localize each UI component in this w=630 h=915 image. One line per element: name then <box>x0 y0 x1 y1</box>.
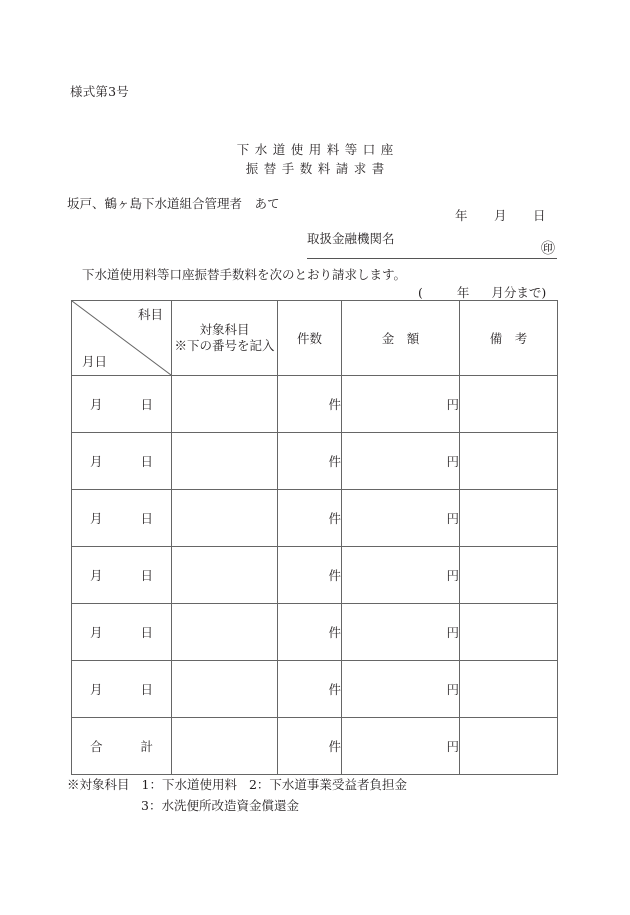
cell-count[interactable]: 件 <box>278 661 342 718</box>
header-cell-date-item <box>72 301 172 376</box>
cell-note[interactable] <box>460 433 558 490</box>
cell-date-day-label: 日 <box>140 625 154 640</box>
cell-date-month-label: 月 <box>89 682 103 697</box>
cell-date-month-label: 月 <box>89 511 103 526</box>
cell-date-day-label: 日 <box>140 568 154 583</box>
table-header-row <box>72 301 558 376</box>
issue-date-year-label: 年 <box>455 208 469 223</box>
bank-name-label: 取扱金融機関名 <box>307 231 395 246</box>
cell-date-month-label: 月 <box>89 568 103 583</box>
table-row <box>72 376 558 433</box>
cell-date-day-label: 日 <box>140 454 154 469</box>
cell-amount[interactable]: 円 <box>342 547 460 604</box>
issue-date-line <box>455 206 546 224</box>
cell-amount[interactable]: 円 <box>342 661 460 718</box>
cell-note[interactable] <box>460 604 558 661</box>
cell-target-item[interactable] <box>172 547 278 604</box>
header-target-item-line-2: ※下の番号を記入 <box>174 338 275 353</box>
cell-target-item[interactable] <box>172 433 278 490</box>
table-row <box>72 490 558 547</box>
footnote-line-2 <box>67 795 407 816</box>
header-cell-note: 備 考 <box>460 301 558 376</box>
form-number: 様式第3号 <box>70 84 129 99</box>
cell-target-item[interactable] <box>172 490 278 547</box>
cell-date[interactable] <box>72 490 172 547</box>
footnotes <box>67 774 407 816</box>
billing-table <box>71 300 558 775</box>
cell-date[interactable] <box>72 433 172 490</box>
footnote-line-1 <box>67 774 407 795</box>
cell-target-item[interactable] <box>172 376 278 433</box>
cell-date[interactable] <box>72 547 172 604</box>
cell-amount[interactable]: 円 <box>342 376 460 433</box>
period-note <box>418 283 546 301</box>
diagonal-split-cell <box>72 301 171 375</box>
header-cell-count: 件数 <box>278 301 342 376</box>
cell-target-item[interactable] <box>172 661 278 718</box>
cell-count[interactable]: 件 <box>278 604 342 661</box>
header-target-item-line-1: 対象科目 <box>199 322 250 337</box>
cell-amount[interactable]: 円 <box>342 433 460 490</box>
table-row <box>72 547 558 604</box>
cell-total-label <box>72 718 172 775</box>
cell-count[interactable]: 件 <box>278 376 342 433</box>
cell-note[interactable] <box>460 490 558 547</box>
cell-count[interactable]: 件 <box>278 490 342 547</box>
cell-total-count[interactable]: 件 <box>278 718 342 775</box>
cell-count[interactable]: 件 <box>278 433 342 490</box>
cell-note[interactable] <box>460 547 558 604</box>
document-title-line-1: 下水道使用料等口座 <box>236 142 399 157</box>
cell-date-day-label: 日 <box>140 397 154 412</box>
total-label-left: 合 <box>89 739 103 754</box>
cell-total-target-item[interactable] <box>172 718 278 775</box>
cell-target-item[interactable] <box>172 604 278 661</box>
cell-date[interactable] <box>72 661 172 718</box>
header-target-item-block <box>172 322 277 354</box>
cell-date-month-label: 月 <box>89 397 103 412</box>
table-row <box>72 604 558 661</box>
header-label-month-day: 月日 <box>82 354 108 369</box>
footnote-item-1: 1：下水道使用料 <box>141 777 237 792</box>
table-total-row <box>72 718 558 775</box>
lead-sentence: 下水道使用料等口座振替手数料を次のとおり請求します。 <box>82 267 407 282</box>
cell-amount[interactable]: 円 <box>342 604 460 661</box>
table-row <box>72 661 558 718</box>
header-label-item-category: 科目 <box>137 307 163 322</box>
addressee-line: 坂戸、鶴ヶ島下水道組合管理者 あて <box>67 196 280 211</box>
cell-note[interactable] <box>460 661 558 718</box>
cell-count[interactable]: 件 <box>278 547 342 604</box>
period-month-close: 月分まで) <box>491 285 547 300</box>
cell-date-day-label: 日 <box>140 682 154 697</box>
cell-total-note[interactable] <box>460 718 558 775</box>
footnote-item-2: 2：下水道事業受益者負担金 <box>248 777 407 792</box>
cell-date[interactable] <box>72 604 172 661</box>
period-open-paren: ( <box>418 285 423 300</box>
document-title-line-2: 振替手数料請求書 <box>245 161 390 176</box>
header-cell-amount: 金 額 <box>342 301 460 376</box>
bank-name-signature-rule[interactable] <box>307 258 557 259</box>
cell-note[interactable] <box>460 376 558 433</box>
footnote-label: ※対象科目 <box>67 777 130 792</box>
issue-date-day-label: 日 <box>533 208 547 223</box>
document-title <box>0 140 630 178</box>
cell-date-day-label: 日 <box>140 511 154 526</box>
cell-date-month-label: 月 <box>89 454 103 469</box>
cell-amount[interactable]: 円 <box>342 490 460 547</box>
cell-total-amount[interactable]: 円 <box>342 718 460 775</box>
seal-stamp-icon: ㊞ <box>541 241 555 257</box>
total-label-right: 計 <box>140 739 154 754</box>
period-year-label: 年 <box>456 285 470 300</box>
cell-date[interactable] <box>72 376 172 433</box>
table-row <box>72 433 558 490</box>
cell-date-month-label: 月 <box>89 625 103 640</box>
issue-date-month-label: 月 <box>494 208 508 223</box>
header-cell-target-item <box>172 301 278 376</box>
footnote-item-3: 3：水洗便所改造資金償還金 <box>141 798 299 813</box>
